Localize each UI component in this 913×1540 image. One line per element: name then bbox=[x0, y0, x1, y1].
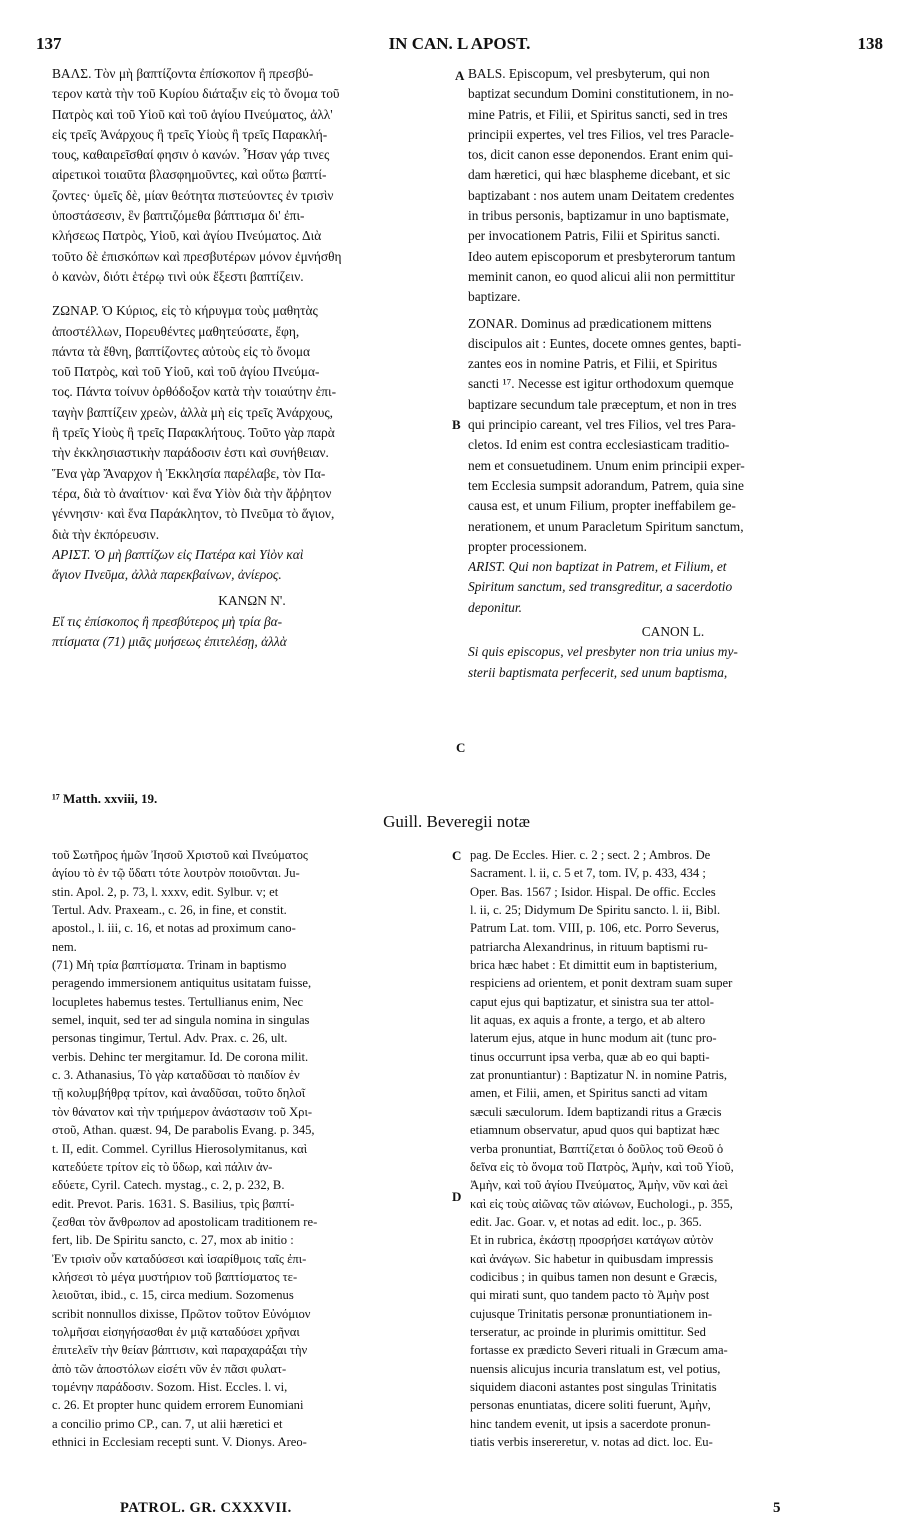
note-line: Patrum Lat. tom. VIII, p. 106, etc. Porro Severus, bbox=[470, 921, 720, 936]
note-line: verbis. Dehinc ter mergitamur. Id. De corona milit. bbox=[52, 1049, 309, 1064]
notes-left-column bbox=[52, 846, 450, 1451]
note-line: terseratur, ac proinde in plurimis omittitur. Sed bbox=[470, 1324, 706, 1339]
note-line: locupletes habemus testes. Tertullianus enim, Nec bbox=[52, 994, 304, 1009]
note-line: tinus occurrunt ipsa verba, quæ ab eo qui bapti- bbox=[470, 1049, 710, 1064]
text-line: BALS. Episcopum, vel presbyterum, qui non bbox=[468, 66, 710, 81]
text-line: τὴν ἐκκλησιαστικὴν παράδοσιν ἐστι καὶ συνήθειαν. bbox=[52, 445, 329, 461]
text-line: sancti ¹⁷. Necesse est igitur orthodoxum quemque bbox=[468, 376, 734, 392]
note-line: κατεδύετε τρίτον εἰς τὸ ὕδωρ, καὶ πάλιν ἀν- bbox=[52, 1159, 273, 1174]
note-line: semel, inquit, sed ter ad singula nomina in singulas bbox=[52, 1013, 310, 1028]
note-line: Tertul. Adv. Praxeam., c. 26, in fine, et constit. bbox=[52, 903, 287, 918]
marker-c-upper: C bbox=[456, 740, 466, 755]
text-line: κλήσεως Πατρὸς, Υἱοῦ, καὶ ἁγίου Πνεύματος. Διὰ bbox=[52, 228, 322, 244]
text-line: ταγὴν βαπτίζειν χρεὼν, ἀλλὰ μὴ εἰς τρεῖς Ἀνάρχους, bbox=[52, 404, 334, 420]
text-line: baptizat secundum Domini constitutionem, in no- bbox=[468, 86, 734, 102]
text-line: baptizare. bbox=[468, 289, 521, 305]
text-line: αἱρετικοὶ τοιαῦτα βλασφημοῦντες, καὶ οὕτω βαπτί- bbox=[52, 167, 327, 183]
text-line: ἀποστέλλων, Πορευθέντες μαθητεύσατε, ἔφη, bbox=[52, 323, 300, 339]
note-line: Ἐν τρισὶν οὖν καταδύσεσι καὶ ἰσαρίθμοις ταῖς ἐπι- bbox=[52, 1251, 307, 1266]
note-line: personas tingimur, Tertul. Adv. Prax. c. 26, ult. bbox=[52, 1031, 288, 1046]
text-line: causa est, et unum Filium, propter ineffabilem ge- bbox=[468, 498, 736, 514]
canon-title-greek: ΚΑΝΩΝ Ν'. bbox=[218, 593, 286, 609]
note-line: amen, et Filii, amen, et Spiritus sancti ad vitam bbox=[470, 1086, 708, 1101]
note-line: l. ii, c. 25; Didymum De Spiritu sancto. l. ii, Bibl. bbox=[470, 903, 721, 918]
canon-text-greek bbox=[52, 612, 452, 653]
text-line: dam hæretici, qui hæc blaspheme dicebant, et sic bbox=[468, 167, 731, 183]
text-line: εἰς τρεῖς Ἀνάρχους ἢ τρεῖς Υἱοὺς ἢ τρεῖς Παρακλή- bbox=[52, 126, 328, 142]
text-line: nerationem, et unum Paracletum Spiritum sanctum, bbox=[468, 518, 744, 534]
note-line: κλήσεσι τὸ μέγα μυστήριον τοῦ βαπτίσματος τε- bbox=[52, 1269, 298, 1284]
note-line: edit. Prevot. Paris. 1631. S. Basilius, τρὶς βαπτί- bbox=[52, 1196, 295, 1211]
note-line: sæculi sæculorum. Idem baptizandi ritus a Græcis bbox=[470, 1104, 722, 1119]
text-line: Ἕνα γὰρ Ἄναρχον ἡ Ἐκκλησία παρέλαβε, τὸν Πα- bbox=[52, 465, 326, 481]
text-line: deponitur. bbox=[468, 599, 522, 615]
text-line: sterii baptismata perfecerit, sed unum baptisma, bbox=[468, 664, 728, 680]
text-line: baptizabant : nos autem unam Deitatem credentes bbox=[468, 187, 735, 203]
canon-text-latin bbox=[468, 642, 878, 683]
text-line: Si quis episcopus, vel presbyter non tria unius my- bbox=[468, 644, 738, 660]
note-line: cujusque Trinitatis personæ pronuntiationem in- bbox=[470, 1306, 713, 1321]
text-line: meminit canon, eo quod alicui alii non permittitur bbox=[468, 268, 736, 284]
text-line: zantes eos in nomine Patris, et Filii, et Spiritus bbox=[468, 356, 718, 372]
text-line: propter processionem. bbox=[468, 538, 587, 554]
text-line: γέννησιν· καὶ ἕνα Παράκλητον, τὸ Πνεῦμα τὸ ἅγιον, bbox=[52, 506, 335, 522]
text-line: Εἴ τις ἐπίσκοπος ἢ πρεσβύτερος μὴ τρία βα- bbox=[52, 613, 283, 629]
left-page-number: 137 bbox=[36, 34, 62, 53]
note-line: edit. Jac. Goar. v, et notas ad edit. loc., p. 365. bbox=[470, 1214, 702, 1229]
note-line: siquidem diaconi astantes post singulas Trinitatis bbox=[470, 1379, 717, 1394]
note-line: Oper. Bas. 1567 ; Isidor. Hispal. De offic. Eccles bbox=[470, 884, 716, 899]
note-line: pag. De Eccles. Hier. c. 2 ; sect. 2 ; Ambros. De bbox=[470, 848, 711, 862]
note-line: ethnici in Ecclesiam recepti sunt. V. Dionys. Areo- bbox=[52, 1435, 307, 1449]
note-line: καὶ ἀνάγων. Sic habetur in quibusdam impressis bbox=[470, 1251, 714, 1266]
note-line: εδύετε, Cyril. Catech. mystag., c. 2, p. 232, B. bbox=[52, 1178, 285, 1193]
note-line: nuensis alicujus incuria translatum est, vel potius, bbox=[470, 1361, 721, 1376]
note-line: τομένην παράδοσιν. Sozom. Hist. Eccles. l. vi, bbox=[52, 1379, 288, 1394]
text-line: qui principio careant, vel tres Filios, vel tres Para- bbox=[468, 417, 736, 433]
note-line: patriarcha Alexandrinus, in rituum baptismi ru- bbox=[470, 939, 708, 954]
text-line: τος. Πάντα τοίνυν ὀρθόδοξον κατὰ τὴν τοιαύτην ἐπι- bbox=[52, 384, 337, 400]
note-line: laterum ejus, atque in hunc modum ait (tunc pro- bbox=[470, 1031, 717, 1046]
note-line: personas enuntiatas, dicere soliti fuerunt, Ἀμὴν, bbox=[470, 1398, 711, 1413]
note-line: ζεσθαι τὸν ἄνθρωπον ad apostolicam traditionem re- bbox=[52, 1214, 318, 1229]
text-line: nem et consuetudinem. Unum enim principii exper- bbox=[468, 457, 745, 473]
footer-sheet-number: 5 bbox=[773, 1500, 781, 1516]
text-line: mine Patris, et Filii, et Spiritus sancti, sed in tres bbox=[468, 106, 728, 122]
note-line: Sacrament. l. ii, c. 5 et 7, tom. IV, p. 433, 434 ; bbox=[470, 866, 706, 881]
zonaras-latin bbox=[468, 314, 878, 558]
note-line: ἐπιτελεῖν τὴν θείαν βάπτισιν, καὶ παραχαράξαι τὴν bbox=[52, 1343, 308, 1358]
aristenus-greek bbox=[52, 545, 452, 586]
text-line: cletos. Id enim est contra ecclesiasticam traditio- bbox=[468, 437, 730, 453]
note-line: fortasse ex prædicto Severi rituali in Græcum ama- bbox=[470, 1343, 728, 1358]
note-line: (71) Μὴ τρία βαπτίσματα. Trinam in baptismo bbox=[52, 958, 287, 973]
note-line: λειοῦται, ibid., c. 15, circa medium. Sozomenus bbox=[52, 1288, 294, 1303]
note-line: καὶ εἰς τοὺς αἰῶνας τῶν αἰώνων, Euchologi., p. 355, bbox=[470, 1196, 733, 1211]
text-line: πάντα τὰ ἔθνη, βαπτίζοντες αὐτοὺς εἰς τὸ ὄνομα bbox=[52, 343, 311, 359]
note-line: t. II, edit. Commel. Cyrillus Hierosolymitanus, καὶ bbox=[52, 1141, 308, 1156]
note-line: τὸν θάνατον καὶ τὴν τριήμερον ἀνάστασιν τοῦ Χρι- bbox=[52, 1104, 313, 1119]
note-line: ἁγίου τὸ ἐν τῷ ὕδατι τότε λουτρὸν ποιοῦνται. Ju- bbox=[52, 866, 300, 881]
marker-a: A bbox=[455, 68, 465, 83]
text-line: per invocationem Patris, Filii et Spiritus sancti. bbox=[468, 228, 721, 244]
note-line: τῇ κολυμβήθρᾳ τρίτον, καὶ ἀναδῦσαι, τοῦτο δηλοῖ bbox=[52, 1086, 306, 1101]
marker-c-lower: C bbox=[452, 848, 462, 863]
note-line: lit aquas, ex aquis a fronte, a tergo, et ab altero bbox=[470, 1013, 706, 1028]
text-line: tos, dicit canon esse deponendos. Erant enim qui- bbox=[468, 147, 734, 163]
note-line: δεῖνα εἰς τὸ ὄνομα τοῦ Πατρὸς, Ἀμὴν, καὶ τοῦ Υἱοῦ, bbox=[470, 1159, 734, 1174]
balsamon-greek bbox=[52, 64, 452, 287]
note-line: verba pronuntiat, Βαπτίζεται ὁ δοῦλος τοῦ Θεοῦ ὁ bbox=[470, 1141, 724, 1156]
zonaras-greek bbox=[52, 301, 452, 545]
note-line: scribit nonnullos dixisse, Πρῶτον τοῦτον Εὐνόμιον bbox=[52, 1306, 311, 1321]
text-line: τους, καθαιρεῖσθαί φησιν ὁ κανών. Ἦσαν γάρ τινες bbox=[52, 147, 330, 163]
note-line: brica hæc habet : Et dimittit eum in baptisterium, bbox=[470, 958, 718, 973]
marker-d: D bbox=[452, 1189, 462, 1204]
footnote: ¹⁷ Matth. xxviii, 19. bbox=[52, 791, 158, 806]
note-line: qui mirati sunt, quo tandem pacto τὸ Ἀμὴν post bbox=[470, 1288, 710, 1303]
text-line: Πατρὸς καὶ τοῦ Υἱοῦ καὶ τοῦ ἁγίου Πνεύματος, ἀλλ' bbox=[52, 106, 333, 122]
text-line: in tribus personis, baptizamur in uno baptismate, bbox=[468, 208, 730, 224]
text-line: principii expertes, vel tres Filios, vel tres Paracle- bbox=[468, 126, 734, 142]
text-line: tem Ecclesia sumpsit adorandum, Patrem, quia sine bbox=[468, 477, 744, 493]
note-line: fert, lib. De Spiritu sancto, c. 27, mox ab initio : bbox=[52, 1233, 294, 1248]
text-line: ARIST. Qui non baptizat in Patrem, et Filium, et bbox=[468, 559, 727, 575]
running-title: IN CAN. L APOST. bbox=[388, 34, 531, 53]
note-line: etiamnum observatur, apud quos qui baptizat hæc bbox=[470, 1123, 720, 1138]
balsamon-latin bbox=[468, 64, 878, 308]
text-line: τερον κατὰ τὴν τοῦ Κυρίου διάταξιν εἰς τὸ ὄνομα τοῦ bbox=[52, 86, 340, 102]
note-line: τοῦ Σωτῆρος ἡμῶν Ἰησοῦ Χριστοῦ καὶ Πνεύματος bbox=[52, 848, 308, 862]
text-line: τοῦτο δὲ ἐπισκόπων καὶ πρεσβυτέρων μόνον ἐμνήσθη bbox=[52, 248, 342, 264]
aristenus-latin bbox=[468, 557, 878, 618]
text-line: ΖΩΝΑΡ. Ὁ Κύριος, εἰς τὸ κήρυγμα τοὺς μαθητὰς bbox=[52, 303, 318, 319]
note-line: ἀπὸ τῶν ἀποστόλων εἰσέτι νῦν ἐν πᾶσι φυλατ- bbox=[52, 1361, 287, 1376]
footer-signature: PATROL. GR. CXXXVII. bbox=[120, 1500, 292, 1516]
text-line: ΑΡΙΣΤ. Ὁ μὴ βαπτίζων εἰς Πατέρα καὶ Υἱὸν καὶ bbox=[52, 546, 304, 562]
text-line: Ideo autem episcoporum et presbyterorum tantum bbox=[468, 248, 736, 264]
text-line: τοῦ Πατρὸς, καὶ τοῦ Υἱοῦ, καὶ τοῦ ἁγίου Πνεύμα- bbox=[52, 364, 320, 380]
note-line: peragendo immersionem antiquitus usitatam fuisse, bbox=[52, 976, 312, 991]
text-line: ἢ τρεῖς Υἱοὺς ἢ τρεῖς Παρακλήτους. Τοῦτο γὰρ παρὰ bbox=[52, 425, 335, 441]
running-header bbox=[36, 34, 883, 58]
note-line: stin. Apol. 2, p. 73, l. xxxv, edit. Sylbur. v; et bbox=[52, 884, 279, 899]
text-line: ζοντες· ὑμεῖς δὲ, μίαν θεότητα πιστεύοντες ἐν τρισὶν bbox=[52, 187, 334, 203]
note-line: zat pronuntiantur) : Baptizatur N. in nomine Patris, bbox=[470, 1068, 728, 1083]
text-line: ὑποστάσεσιν, ἓν βαπτιζόμεθα βάπτισμα δι' ἐπι- bbox=[52, 208, 305, 224]
text-line: ZONAR. Dominus ad prædicationem mittens bbox=[468, 315, 712, 331]
text-line: ἅγιον Πνεῦμα, ἀλλὰ παρεκβαίνων, ἀνίερος. bbox=[52, 567, 282, 583]
text-line: Spiritum sanctum, sed transgreditur, a sacerdotio bbox=[468, 579, 733, 595]
text-line: ὁ κανὼν, διότι ἑτέρῳ τινὶ οὐκ ἔξεστι βαπτίζειν. bbox=[52, 268, 304, 284]
text-line: discipulos ait : Euntes, docete omnes gentes, bapti- bbox=[468, 335, 742, 351]
text-line: τέρα, διὰ τὸ ἀναίτιον· καὶ ἕνα Υἱὸν διὰ τὴν ἄῤῥητον bbox=[52, 485, 332, 501]
note-line: nem. bbox=[52, 939, 77, 954]
latin-column bbox=[468, 64, 878, 683]
note-line: apostol., l. iii, c. 16, et notas ad proximum cano- bbox=[52, 921, 296, 936]
right-page-number: 138 bbox=[857, 34, 883, 53]
note-line: τολμῆσαι εἰσηγήσασθαι ἐν μιᾷ καταδύσει χρῆναι bbox=[52, 1324, 300, 1339]
note-line: codicibus ; in quibus tamen non desunt e Græcis, bbox=[470, 1269, 718, 1284]
note-line: respiciens ad orientem, et ponit dextram suam super bbox=[470, 976, 733, 991]
marker-b: B bbox=[452, 417, 461, 432]
notes-right-column bbox=[470, 846, 878, 1451]
note-line: a concilio primo CP., can. 7, ut alii hæretici et bbox=[52, 1416, 283, 1431]
note-line: tiatis verbis insereretur, v. notas ad dict. loc. Eu- bbox=[470, 1435, 713, 1449]
text-line: ΒΑΛΣ. Τὸν μὴ βαπτίζοντα ἐπίσκοπον ἢ πρεσβύ- bbox=[52, 66, 314, 81]
text-line: baptizare secundum tale præceptum, et non in tres bbox=[468, 396, 737, 412]
note-line: Et in rubrica, ἑκάστῃ προσρήσει κατάγων αὐτὸν bbox=[470, 1233, 714, 1248]
note-line: caput ejus qui baptizatur, et sinistra sua ter attol- bbox=[470, 994, 714, 1009]
note-line: c. 3. Athanasius, Τὸ γὰρ καταδῦσαι τὸ παιδίον ἐν bbox=[52, 1068, 300, 1083]
canon-title-latin: CANON L. bbox=[641, 624, 705, 640]
text-line: πτίσματα (71) μιᾶς μυήσεως ἐπιτελέσῃ, ἀλλὰ bbox=[52, 634, 287, 650]
text-line: διὰ τὴν ἐκπόρευσιν. bbox=[52, 526, 160, 542]
note-line: c. 26. Et propter hunc quidem errorem Eunomiani bbox=[52, 1398, 304, 1413]
note-line: hinc tandem evenit, ut ipsis a sacerdote pronun- bbox=[470, 1416, 711, 1431]
note-line: στοῦ, Athan. quæst. 94, De parabolis Evang. p. 345, bbox=[52, 1123, 315, 1138]
notes-title: Guill. Beveregii notæ bbox=[383, 812, 530, 831]
greek-column bbox=[52, 64, 452, 652]
note-line: Ἀμὴν, καὶ τοῦ ἁγίου Πνεύματος, Ἀμὴν, νῦν καὶ ἀεὶ bbox=[470, 1178, 728, 1193]
